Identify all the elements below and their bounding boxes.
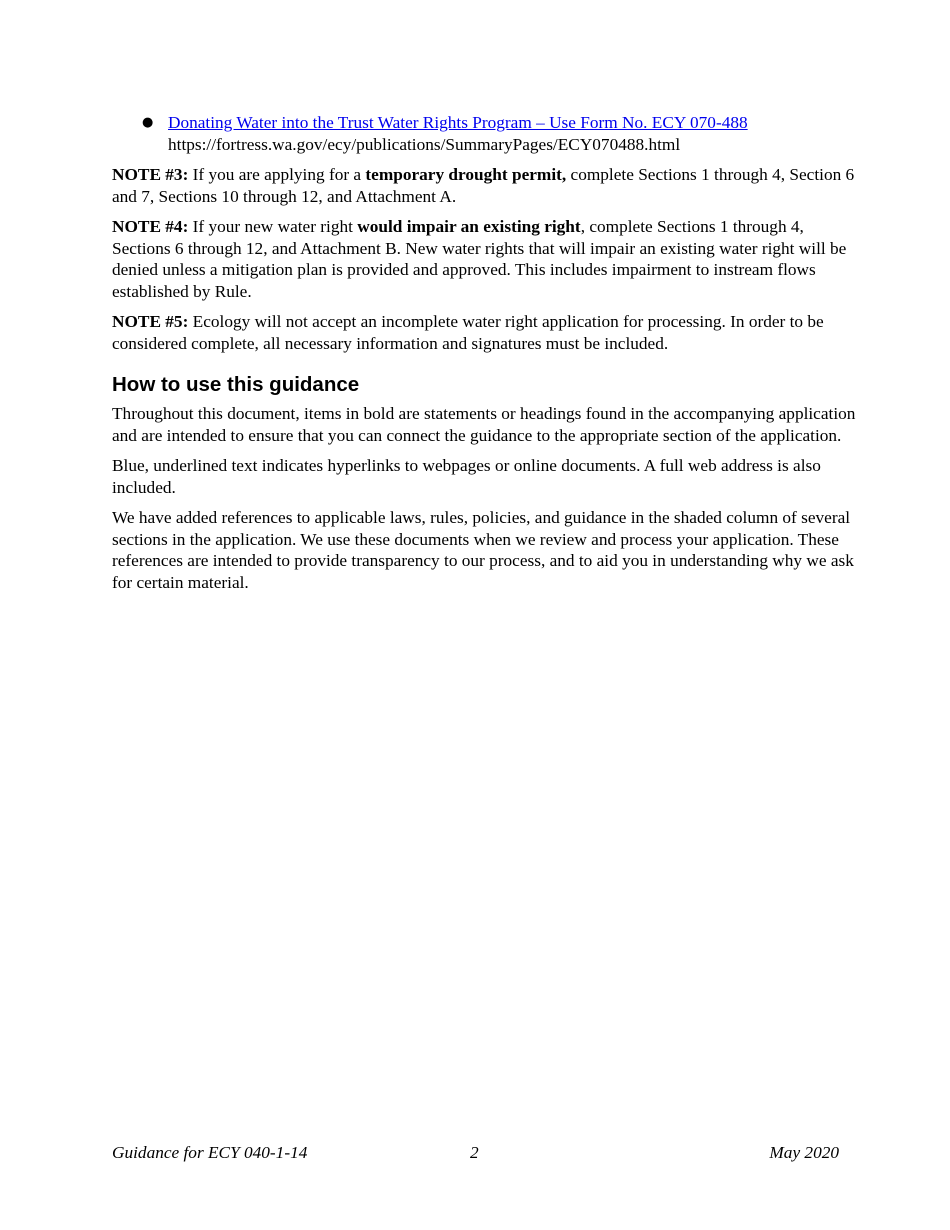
note-5-label: NOTE #5:: [112, 312, 189, 331]
section-heading: How to use this guidance: [112, 373, 360, 396]
note-3-paragraph: [112, 164, 857, 207]
guidance-paragraph-1: Throughout this document, items in bold are statements or headings found in the accompanying application and are intended to ensure that you can connect the guidance to the appropriate section of the application.: [112, 404, 856, 445]
guidance-paragraph-2: Blue, underlined text indicates hyperlinks to webpages or online documents. A full web address is also included.: [112, 456, 821, 497]
note-4-pre: If your new water right: [188, 217, 358, 236]
note-4-paragraph: [112, 216, 857, 302]
bullet-icon: ●: [142, 115, 154, 130]
form-url-text: https://fortress.wa.gov/ecy/publications/SummaryPages/ECY070488.html: [168, 134, 681, 154]
note-5-post: Ecology will not accept an incomplete water right application for processing. In order to be considered complete, all necessary information and signatures must be included.: [112, 312, 824, 353]
document-page: [112, 112, 857, 602]
note-3-pre: If you are applying for a: [188, 165, 366, 184]
footer-date: May 2020: [769, 1143, 839, 1162]
trust-water-form-link[interactable]: Donating Water into the Trust Water Rights Program – Use Form No. ECY 070-488: [168, 113, 748, 132]
resource-list: [112, 112, 857, 155]
note-5-paragraph: [112, 311, 857, 354]
guidance-paragraph-3: We have added references to applicable laws, rules, policies, and guidance in the shaded column of several sections in the application. We use these documents when we review and process your application. These references are intended to provide transparency to our process, and to aid you in understanding why we ask for certain material.: [112, 508, 854, 592]
note-4-bold: would impair an existing right: [357, 217, 581, 236]
note-3-post: complete Sections 1 through 4, Section 6 and 7, Sections 10 through 12, and Attachment A.: [112, 165, 855, 206]
note-3-bold: temporary drought permit,: [365, 165, 567, 184]
note-4-label: NOTE #4:: [112, 217, 189, 236]
note-4-post: , complete Sections 1 through 4, Sections 6 through 12, and Attachment B. New water rights that will impair an existing water right will be denied unless a mitigation plan is provided and approved. This includes impairment to instream flows established by Rule.: [112, 217, 847, 301]
list-item: [112, 112, 857, 155]
note-3-label: NOTE #3:: [112, 165, 189, 184]
footer-document-title: Guidance for ECY 040-1-14: [112, 1143, 308, 1162]
footer-page-number: 2: [470, 1143, 479, 1162]
